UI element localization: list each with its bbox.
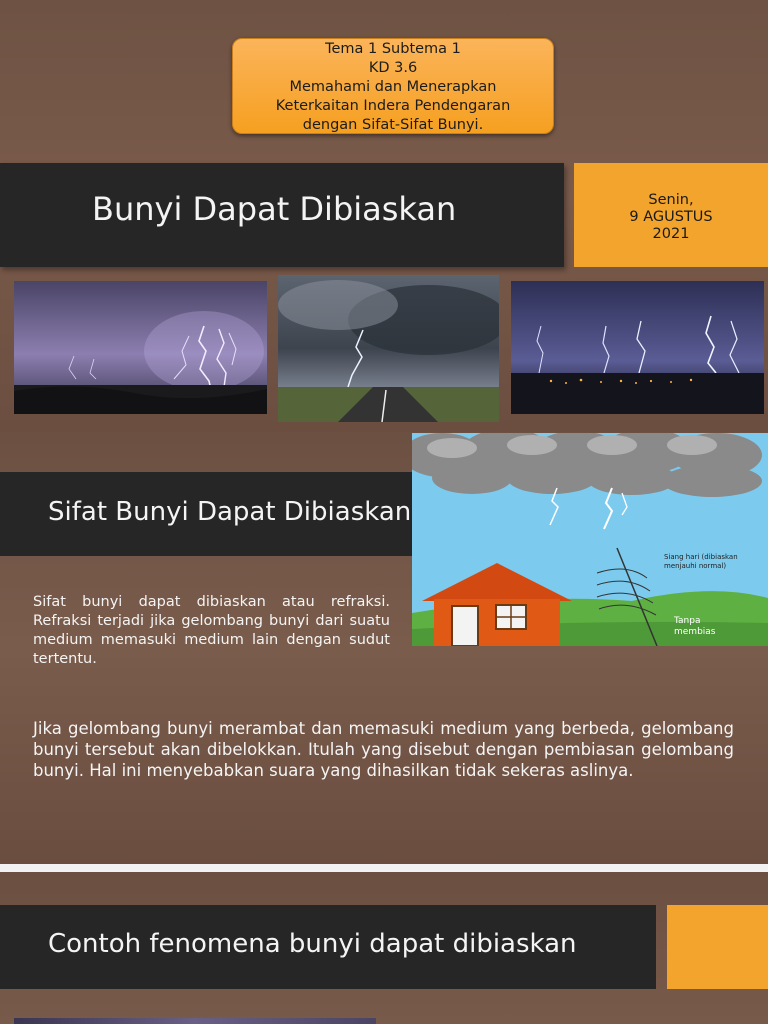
slide-gap [0,864,768,872]
paragraph-refraction-explanation: Jika gelombang bunyi merambat dan memasuki medium yang berbeda, gelombang bunyi tersebut akan dibelokkan. Itulah yang disebut dengan pembiasan gelombang bunyi. Hal ini menyebabkan suara yang dihasilkan tidak sekeras aslinya. [33,719,734,780]
date-year: 2021 [652,226,690,242]
kd-line-3: Memahami dan Menerapkan [289,79,497,95]
examples-heading: Contoh fenomena bunyi dapat dibiaskan [48,929,577,959]
lightning-photo-1 [14,281,267,414]
lightning-photo-3 [511,281,764,414]
date-day: Senin, [648,192,694,208]
kd-info-box [232,38,554,134]
date-date: 9 AGUSTUS [629,209,713,225]
illustration-label-2: Tanpa membias [674,616,716,637]
section-heading: Sifat Bunyi Dapat Dibiaskan [48,497,412,527]
page-title: Bunyi Dapat Dibiaskan [92,190,457,228]
kd-line-1: Tema 1 Subtema 1 [325,41,461,57]
date-box [574,163,768,267]
kd-line-2: KD 3.6 [368,60,418,76]
lightning-photo-2 [278,275,499,422]
paragraph-refraction-definition: Sifat bunyi dapat dibiaskan atau refraksi. Refraksi terjadi jika gelombang bunyi dari suatu medium memasuki medium lain dengan sudut tertentu. [33,594,390,667]
illustration-label-1: Siang hari (dibiaskan menjauhi normal) [664,553,738,570]
kd-line-4: Keterkaitan Indera Pendengaran [275,98,511,114]
refraction-illustration [412,433,768,646]
examples-photo [14,1018,376,1024]
kd-line-5: dengan Sifat-Sifat Bunyi. [302,117,484,133]
examples-accent-block [667,905,768,989]
